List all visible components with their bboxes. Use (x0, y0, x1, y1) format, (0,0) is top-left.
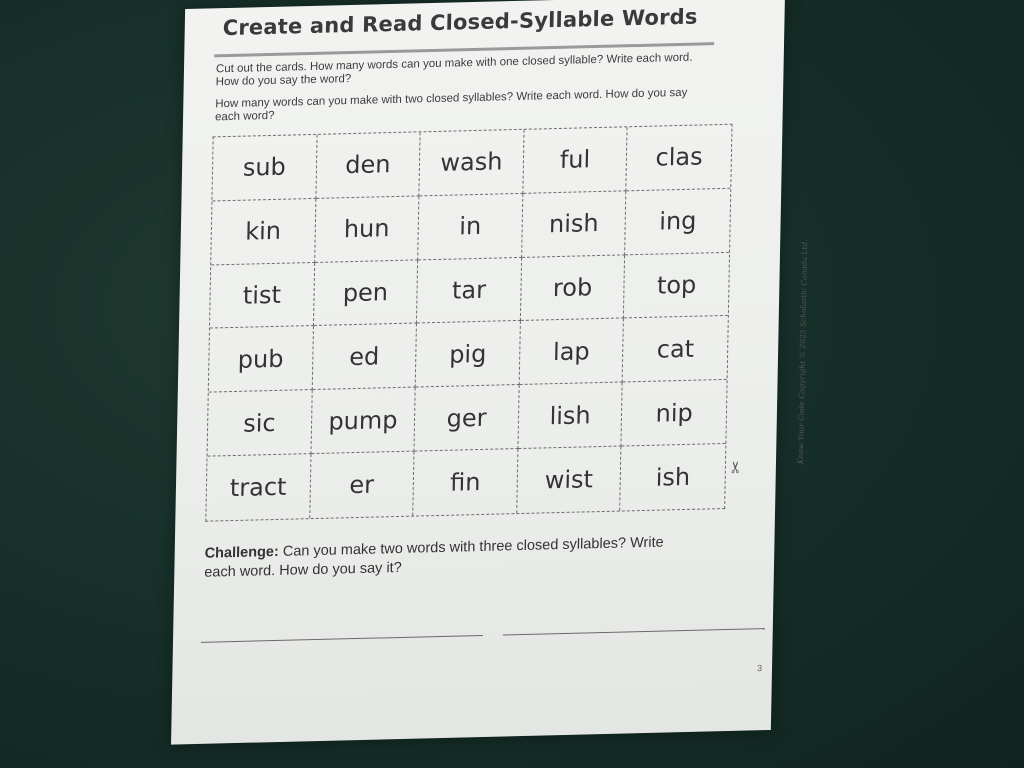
page-title: Create and Read Closed-Syllable Words (222, 4, 698, 41)
syllable-card[interactable]: ger (415, 385, 520, 451)
challenge-text: Can you make two words with three closed syllables? Write each word. How do you say it? (204, 534, 664, 581)
syllable-card[interactable]: ed (312, 324, 417, 390)
challenge-label: Challenge: (204, 543, 279, 562)
syllable-card[interactable]: tar (417, 258, 522, 324)
syllable-card[interactable]: ing (625, 189, 730, 255)
syllable-card[interactable]: kin (211, 199, 316, 265)
syllable-card-grid (205, 124, 732, 522)
syllable-card[interactable]: er (310, 452, 415, 518)
syllable-card[interactable]: lap (519, 319, 624, 385)
worksheet-page (171, 0, 810, 745)
syllable-card[interactable]: fin (413, 449, 518, 515)
syllable-card[interactable]: ish (655, 462, 691, 492)
instruction-two: How many words can you make with two closed syllables? Write each word. How do you say each word? (214, 86, 688, 124)
syllable-card[interactable]: sub (212, 135, 317, 201)
scissors-icon: ✂ (726, 460, 746, 475)
syllable-card[interactable]: tist (210, 263, 315, 329)
syllable-card[interactable]: hun (315, 196, 420, 262)
syllable-card[interactable]: cat (623, 316, 728, 382)
instruction-one: Cut out the cards. How many words can you make with one closed syllable? Write each word. How do you say the word? (215, 51, 693, 89)
syllable-card[interactable]: rob (521, 255, 626, 321)
syllable-card[interactable]: tract (206, 454, 311, 520)
syllable-card[interactable]: pump (311, 388, 416, 454)
page-number: 3 (756, 663, 763, 674)
syllable-card[interactable]: top (624, 252, 729, 318)
syllable-card[interactable]: nip (622, 380, 727, 446)
syllable-card[interactable]: wash (420, 130, 525, 196)
syllable-card[interactable]: in (418, 194, 523, 260)
syllable-card[interactable]: lish (518, 383, 623, 449)
syllable-card[interactable]: pub (209, 326, 314, 392)
syllable-card[interactable]: clas (627, 125, 732, 191)
syllable-card[interactable]: wist (517, 447, 622, 513)
syllable-card[interactable]: ful (523, 127, 628, 193)
syllable-card[interactable]: pen (314, 260, 419, 326)
answer-line-2[interactable] (503, 628, 765, 635)
syllable-card[interactable]: sic (208, 390, 313, 456)
syllable-card[interactable]: pig (416, 321, 521, 387)
answer-line-1[interactable] (201, 635, 483, 643)
syllable-card[interactable]: den (316, 132, 421, 198)
challenge-prompt (204, 533, 685, 583)
syllable-card[interactable]: nish (522, 191, 627, 257)
copyright-notice: Know Your Code Copyright © 2025 Scholastic Canada Ltd. (795, 239, 810, 465)
